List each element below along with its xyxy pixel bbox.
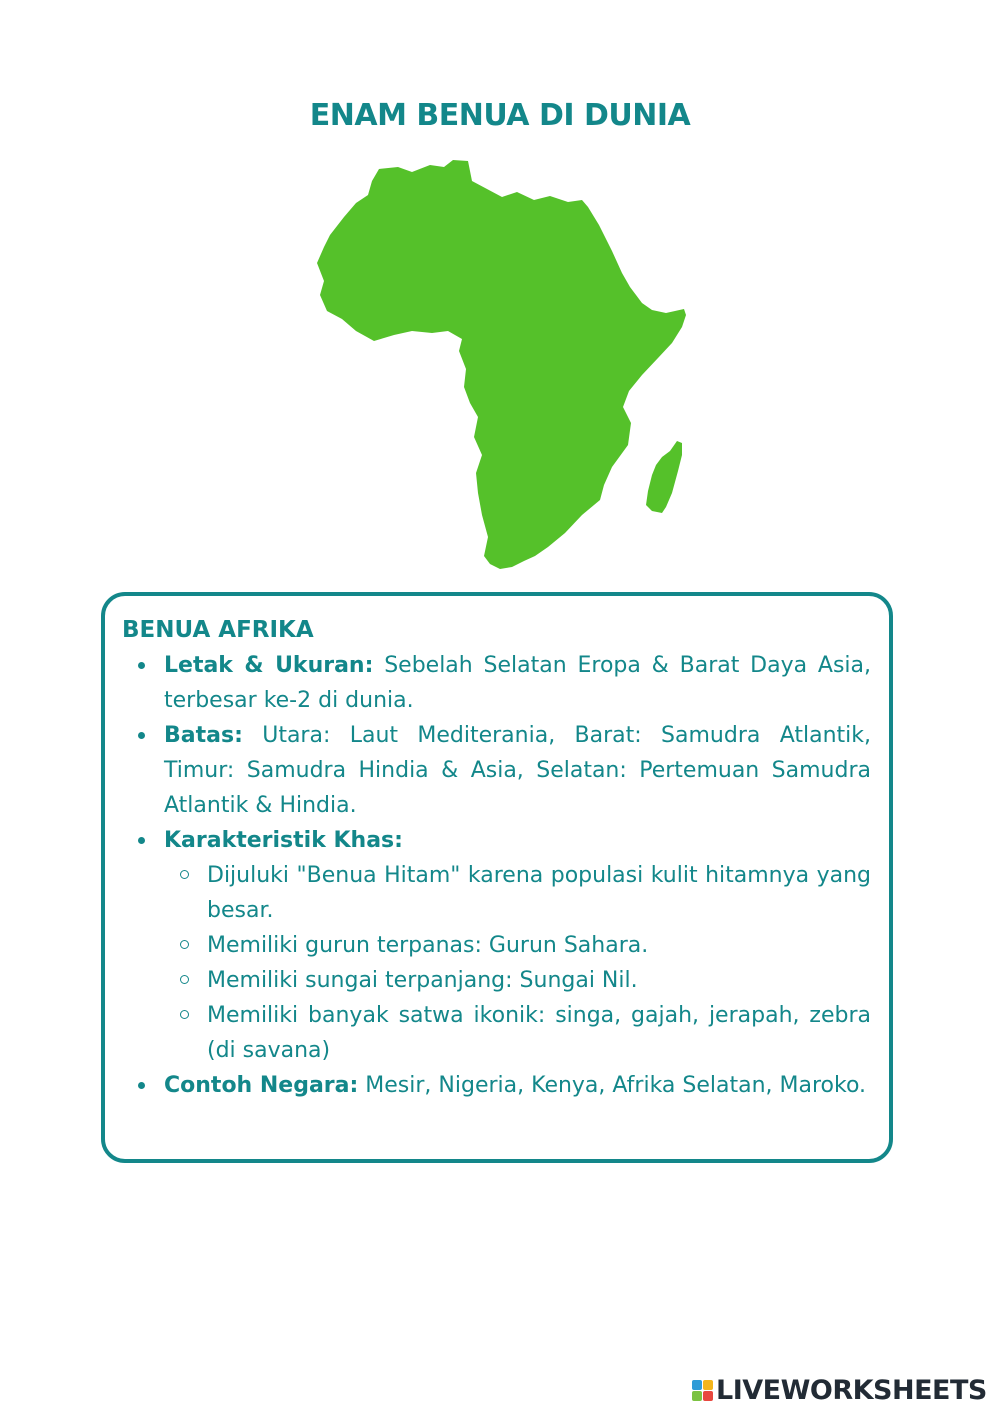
list-item-label: Letak & Ukuran: (164, 653, 374, 678)
list-item-label: Karakteristik Khas: (164, 828, 403, 853)
card-heading: BENUA AFRIKA (122, 617, 314, 643)
list-item-text: Utara: Laut Mediterania, Barat: Samudra Atlantik, Timur: Samudra Hindia & Asia, Selatan: Pertemuan Samudra Atlantik & Hindia. (164, 723, 871, 818)
list-item-label: Batas: (164, 723, 243, 748)
logo-text: LIVEWORKSHEETS (716, 1374, 987, 1406)
sublist-item: Memiliki banyak satwa ikonik: singa, gajah, jerapah, zebra (di savana) (207, 998, 871, 1068)
list-item-text: Mesir, Nigeria, Kenya, Afrika Selatan, Maroko. (358, 1073, 867, 1098)
liveworksheets-logo (692, 1374, 987, 1406)
page-title: ENAM BENUA DI DUNIA (309, 98, 691, 133)
africa-mainland-shape (317, 160, 686, 569)
info-list (122, 648, 871, 1103)
liveworksheets-logo-icon (692, 1380, 713, 1401)
sublist-item: Memiliki sungai terpanjang: Sungai Nil. (207, 963, 871, 998)
list-item-label: Contoh Negara: (164, 1073, 359, 1098)
sublist-item: Memiliki gurun terpanas: Gurun Sahara. (207, 928, 871, 963)
list-item-location (164, 648, 871, 718)
continent-info-card (101, 592, 893, 1163)
list-item-characteristics (164, 823, 871, 1068)
list-item-text: Sebelah Selatan Eropa & Barat Daya Asia, terbesar ke-2 di dunia. (164, 653, 872, 713)
list-item-borders (164, 718, 871, 823)
list-item-example-countries (164, 1068, 871, 1103)
africa-map-image (312, 155, 688, 573)
characteristics-sublist (164, 858, 871, 1068)
sublist-item: Dijuluki "Benua Hitam" karena populasi kulit hitamnya yang besar. (207, 858, 871, 928)
madagascar-shape (646, 441, 682, 513)
